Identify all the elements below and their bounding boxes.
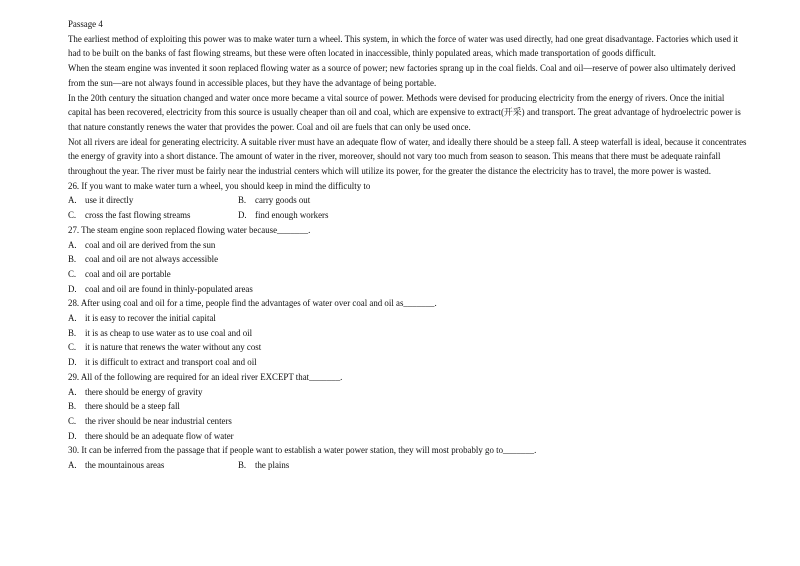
question-27-option-c[interactable]: C. coal and oil are portable — [68, 268, 171, 279]
question-30-option-b[interactable]: B. the plains — [238, 460, 290, 471]
question-29-option-c[interactable]: C. the river should be near industrial centers — [68, 415, 232, 426]
passage-paragraph-3: In the 20th century the situation changed and water once more became a vital source of power. Methods were devised for producing electricity from the energy of rivers. Once the initial capital has been recovered, electricity from this source is usually cheaper than oil and coal, which are expensive to extract(开采) and transport. The great advantage of hydroelectric power is that nature constantly renews the water that provides the power. Coal and oil are fuels that can only be used once. — [68, 92, 741, 132]
question-27-stem: 27. The steam engine soon replaced flowing water because_______. — [68, 224, 311, 235]
question-29-option-b[interactable]: B. there should be a steep fall — [68, 401, 180, 412]
question-29-option-d[interactable]: D. there should be an adequate flow of water — [68, 430, 234, 441]
question-26-options-row-1 — [68, 193, 748, 208]
question-28-option-d[interactable]: D. it is difficult to extract and transport coal and oil — [68, 357, 257, 368]
question-28-stem: 28. After using coal and oil for a time, people find the advantages of water over coal and oil as_______. — [68, 298, 437, 309]
question-27-option-b[interactable]: B. coal and oil are not always accessible — [68, 254, 219, 265]
question-30-option-a[interactable]: A. the mountainous areas — [68, 460, 165, 471]
question-26-option-a[interactable]: A. use it directly — [68, 195, 134, 206]
question-28-option-b[interactable]: B. it is as cheap to use water as to use coal and oil — [68, 327, 253, 338]
question-29-option-a[interactable]: A. there should be energy of gravity — [68, 386, 203, 397]
question-26-option-b[interactable]: B. carry goods out — [238, 195, 311, 206]
question-26-option-d[interactable]: D. find enough workers — [238, 210, 329, 221]
passage-paragraph-4: Not all rivers are ideal for generating electricity. A suitable river must have an adequate flow of water, and ideally there should be a steep fall. A steep waterfall is ideal, because it concentrates the energy of gravity into a short distance. The amount of water in the river, moreover, should not vary too much from season to season. This means that there must be adequate rainfall throughout the year. The river must be fairly near the industrial centers which will utilize its power, for the greater the distance the electricity has to travel, the more power is wasted. — [68, 136, 747, 177]
passage-title: Passage 4 — [68, 19, 103, 29]
question-26-options-row-2 — [68, 208, 748, 223]
passage-paragraph-1: The earliest method of exploiting this power was to make water turn a wheel. This system, in which the force of water was used directly, had one great disadvantage. Factories which used it had to be built on the banks of fast flowing streams, but these were often located in inaccessible, thinly populated areas, which made transportation of goods difficult. — [68, 33, 739, 59]
question-26-stem: 26. If you want to make water turn a wheel, you should keep in mind the difficulty to — [68, 180, 371, 191]
question-26-option-c[interactable]: C. cross the fast flowing streams — [68, 210, 191, 221]
passage-paragraph-2: When the steam engine was invented it soon replaced flowing water as a source of power; new factories sprang up in the coal fields. Coal and oil—reserve of power also ultimately derived from the sun—are not always found in accessible places, but they have the advantage of being portable. — [68, 63, 736, 88]
question-27-option-d[interactable]: D. coal and oil are found in thinly-populated areas — [68, 283, 253, 294]
question-28-option-c[interactable]: C. it is nature that renews the water without any cost — [68, 342, 262, 353]
question-28-option-a[interactable]: A. it is easy to recover the initial capital — [68, 313, 216, 324]
question-30-options-row-1 — [68, 458, 748, 473]
question-27-option-a[interactable]: A. coal and oil are derived from the sun — [68, 239, 216, 250]
question-30-stem: 30. It can be inferred from the passage that if people want to establish a water power station, they will most probably go to_______. — [68, 445, 537, 456]
question-29-stem: 29. All of the following are required for an ideal river EXCEPT that_______. — [68, 371, 343, 382]
